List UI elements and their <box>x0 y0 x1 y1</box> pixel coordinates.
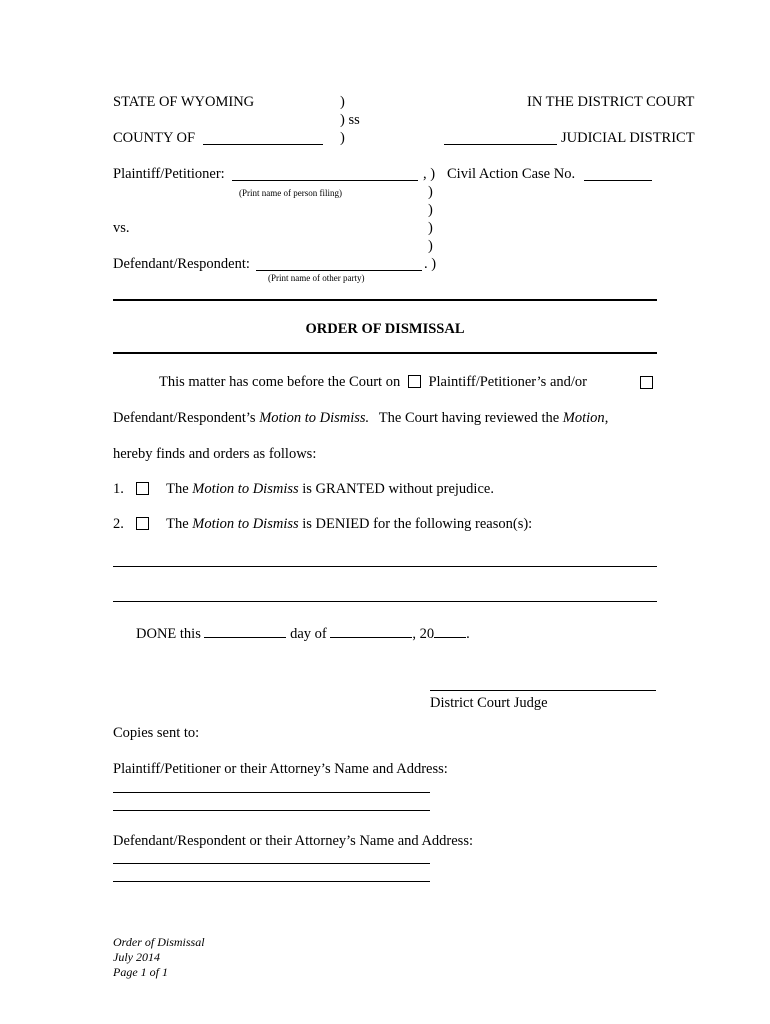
copies-heading: Copies sent to: <box>113 725 200 741</box>
motion-to-dismiss-text: Motion to Dismiss. <box>259 410 370 426</box>
option-motion-text: Motion to Dismiss <box>192 516 299 532</box>
case-no-label: Civil Action Case No. <box>447 166 576 182</box>
caption-paren: ) <box>428 220 433 236</box>
caption-paren: ) <box>428 202 433 218</box>
district-number-field[interactable] <box>444 144 557 145</box>
option-text: The <box>166 516 189 532</box>
denied-checkbox[interactable] <box>136 517 149 530</box>
caption-paren: ) <box>340 130 345 146</box>
done-text: , <box>412 626 416 642</box>
court-label: IN THE DISTRICT COURT <box>527 94 695 110</box>
plaintiff-label: Plaintiff/Petitioner: <box>113 166 225 182</box>
done-line <box>136 624 470 643</box>
option-text: is DENIED for the following reason(s): <box>302 516 533 532</box>
reason-line-1[interactable] <box>113 566 657 567</box>
option-text: The <box>166 481 189 497</box>
plaintiff-name-field[interactable] <box>232 180 418 181</box>
caption-paren: , ) <box>423 166 436 182</box>
done-text: DONE this <box>136 626 201 642</box>
done-text: day of <box>290 626 327 642</box>
title-rule-bottom <box>113 352 657 354</box>
county-label: COUNTY OF <box>113 130 196 146</box>
body-line-2 <box>113 410 608 427</box>
judicial-district-label: JUDICIAL DISTRICT <box>561 130 695 146</box>
plaintiff-motion-checkbox[interactable] <box>408 375 421 388</box>
judge-signature-line[interactable] <box>430 690 656 691</box>
defendant-label: Defendant/Respondent: <box>113 256 250 272</box>
plaintiff-hint: (Print name of person filing) <box>239 188 342 198</box>
year-field[interactable] <box>434 624 466 638</box>
option-number: 2. <box>113 516 124 532</box>
reason-line-2[interactable] <box>113 601 657 602</box>
granted-checkbox[interactable] <box>136 482 149 495</box>
comma: , <box>604 410 609 426</box>
caption-paren: ) <box>428 238 433 254</box>
defendant-address-line-1[interactable] <box>113 863 430 864</box>
caption-paren: ) <box>340 94 345 110</box>
judge-label: District Court Judge <box>430 695 548 711</box>
body-text: This matter has come before the Court on <box>159 374 401 390</box>
caption-paren: . ) <box>424 256 437 272</box>
title-rule-top <box>113 299 657 301</box>
page-title: ORDER OF DISMISSAL <box>305 321 465 337</box>
vs-label: vs. <box>113 220 130 236</box>
option-number: 1. <box>113 481 124 497</box>
option-denied <box>113 516 532 533</box>
footer-page: Page 1 of 1 <box>113 965 168 979</box>
defendant-address-line-2[interactable] <box>113 881 430 882</box>
option-motion-text: Motion to Dismiss <box>192 481 299 497</box>
defendant-name-field[interactable] <box>256 270 422 271</box>
day-field[interactable] <box>204 624 286 638</box>
month-field[interactable] <box>330 624 412 638</box>
motion-text: Motion <box>562 410 605 426</box>
option-text: is GRANTED without prejudice. <box>302 481 494 497</box>
defendant-motion-checkbox[interactable] <box>640 376 653 389</box>
plaintiff-address-line-2[interactable] <box>113 810 430 811</box>
body-text: Defendant/Respondent’s <box>113 410 256 426</box>
county-field[interactable] <box>203 144 323 145</box>
plaintiff-address-line-1[interactable] <box>113 792 430 793</box>
option-granted <box>113 481 494 498</box>
year-prefix: 20 <box>419 626 435 642</box>
copies-plaintiff-label: Plaintiff/Petitioner or their Attorney’s Name and Address: <box>113 761 448 777</box>
body-text: The Court having reviewed the <box>378 410 560 426</box>
footer-date: July 2014 <box>113 950 160 964</box>
done-text: . <box>466 626 470 642</box>
defendant-motion-checkbox-wrap <box>640 374 653 392</box>
state-label: STATE OF WYOMING <box>113 94 255 110</box>
copies-defendant-label: Defendant/Respondent or their Attorney’s Name and Address: <box>113 833 474 849</box>
body-line-1 <box>159 374 587 391</box>
caption-paren: ) <box>428 184 433 200</box>
ss-label: ) ss <box>340 112 360 128</box>
body-text: Plaintiff/Petitioner’s and/or <box>428 374 587 390</box>
case-number-field[interactable] <box>584 180 652 181</box>
footer-title: Order of Dismissal <box>113 935 205 949</box>
defendant-hint: (Print name of other party) <box>268 273 365 283</box>
body-line-3: hereby finds and orders as follows: <box>113 446 317 462</box>
